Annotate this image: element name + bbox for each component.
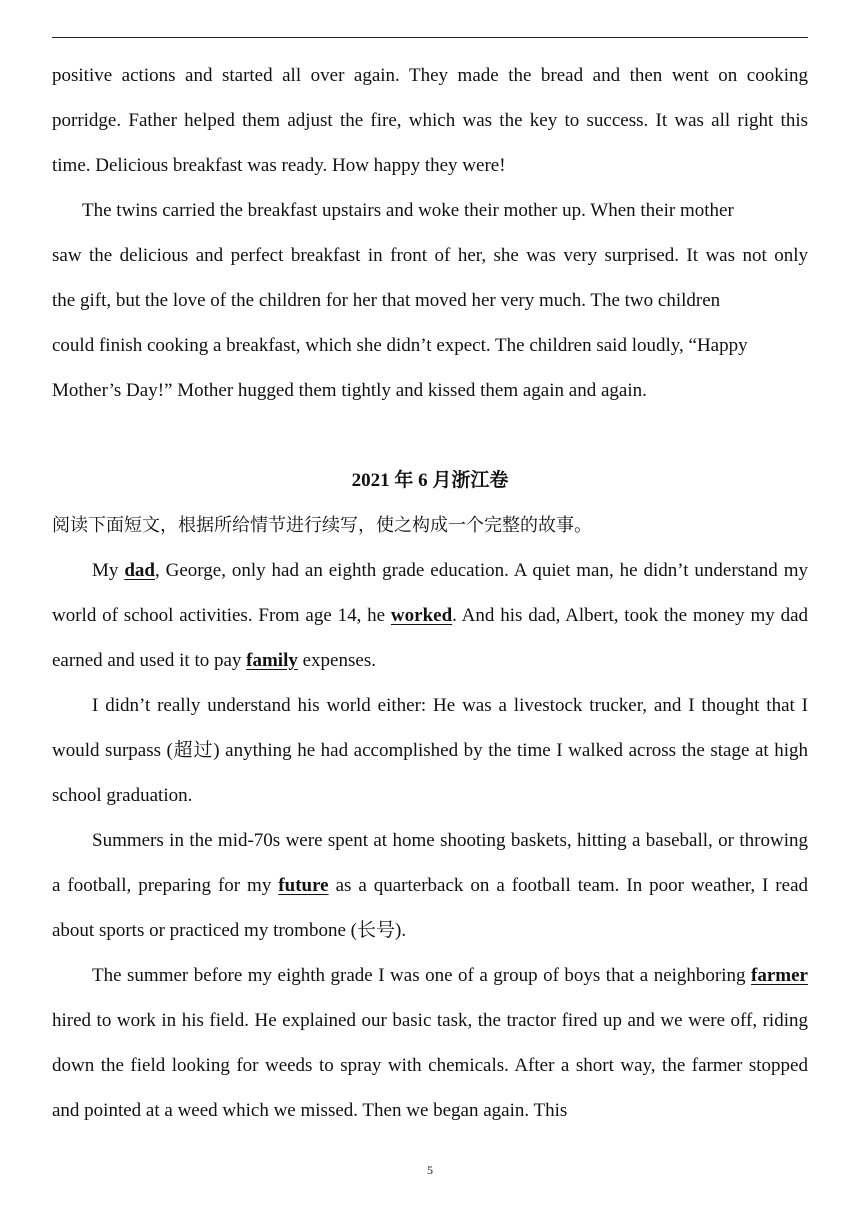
continuation-paragraph-1: positive actions and started all over again. They made the bread and then went on cooking porridge. Father helped them adjust the fire, which was the key to success. It was all right this time. Delicious breakfast was ready. How happy they were! xyxy=(52,65,808,176)
story-paragraph-2 xyxy=(52,683,808,818)
paragraph-line: Mother’s Day!” Mother hugged them tightly and kissed them again and again. xyxy=(52,380,647,401)
text-run: ) anything he had accomplished by the time I walked across the stage at high school graduation. xyxy=(52,740,808,806)
keyword-family: family xyxy=(246,650,298,671)
text-run: . And his dad, Albert, took the money my dad earned and used it to pay xyxy=(52,605,809,671)
paragraph-line: The twins carried the breakfast upstairs and woke their mother up. When their mother xyxy=(82,200,734,221)
section-spacer xyxy=(52,413,808,458)
text-run: I didn’t really understand his world either: He was a livestock trucker, and I thought that I would surpass ( xyxy=(52,695,808,761)
keyword-farmer: farmer xyxy=(751,965,808,986)
chinese-gloss: 长号 xyxy=(356,919,395,941)
section-instruction: 阅读下面短文，根据所给情节进行续写，使之构成一个完整的故事。 xyxy=(52,515,592,536)
text-run: expenses. xyxy=(297,650,376,671)
text-run: Summers in the mid-70s were spent at home shooting baskets, hitting a baseball, or throwing a football, preparing for my xyxy=(52,830,808,896)
story-paragraph-1 xyxy=(52,548,808,683)
story-paragraph-3 xyxy=(52,818,808,953)
header-rule xyxy=(52,37,808,38)
section-title: 2021 年 6 月浙江卷 xyxy=(351,470,509,491)
continuation-paragraph-2 xyxy=(52,188,808,413)
text-run: ). xyxy=(395,920,407,941)
text-run: as a quarterback on a football team. In poor weather, I read about sports or practiced my trombone ( xyxy=(52,875,808,941)
text-run: , George, only had an eighth grade education. A quiet man, he didn’t understand my world of school activities. From age 14, he xyxy=(52,560,808,626)
keyword-dad: dad xyxy=(124,560,155,581)
page-number: 5 xyxy=(427,1163,433,1177)
keyword-worked: worked xyxy=(390,605,453,626)
paragraph-line: could finish cooking a breakfast, which she didn’t expect. The children said loudly, “Happy xyxy=(52,335,748,356)
chinese-gloss: 超过 xyxy=(172,739,214,761)
paragraph-line: saw the delicious and perfect breakfast in front of her, she was very surprised. It was not only xyxy=(52,245,808,266)
document-body xyxy=(52,53,808,1133)
paragraph-line: the gift, but the love of the children for her that moved her very much. The two children xyxy=(52,290,721,311)
keyword-future: future xyxy=(278,875,329,896)
text-run: The summer before my eighth grade I was one of a group of boys that a neighboring xyxy=(92,965,752,986)
text-run: My xyxy=(92,560,125,581)
text-run: hired to work in his field. He explained our basic task, the tractor fired up and we were off, riding down the field looking for weeds to spray with chemicals. After a short way, the farmer stopped and pointed at a weed which we missed. Then we began again. This xyxy=(52,1010,808,1121)
story-paragraph-4 xyxy=(52,953,808,1133)
